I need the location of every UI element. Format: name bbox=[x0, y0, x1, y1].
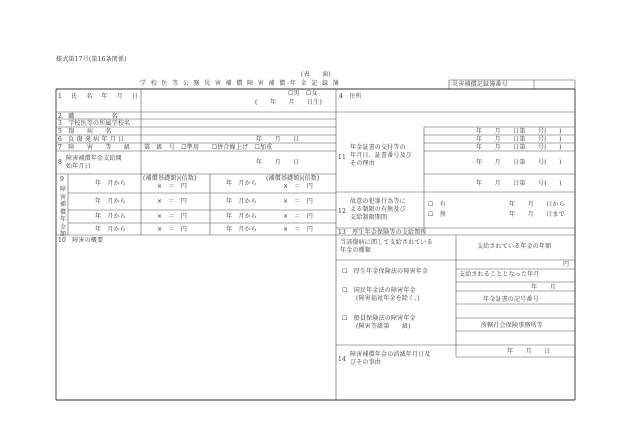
pension-termination-label-a: 障害補償年金の消滅年月日及 bbox=[350, 351, 431, 358]
record-number-label: 災害補償記録簿番号 bbox=[452, 81, 508, 88]
social-insurance-office-header: 所轄社会保険事務所等 bbox=[481, 322, 544, 329]
certificate-entry-1[interactable]: 年 月 日第 号( ) bbox=[476, 128, 562, 135]
pension-start-label: 障害補償年金支給開 bbox=[66, 155, 122, 162]
certificate-label-b: 年月日、証書番号及び bbox=[350, 152, 413, 159]
pension-from-2b[interactable]: 年 月から bbox=[226, 198, 258, 205]
pension-formula-1b[interactable]: × ＝ 円 bbox=[283, 183, 314, 190]
restriction-label-a: 故意の犯罪行為等に bbox=[350, 198, 406, 205]
national-pension-option[interactable]: ☐ 国民年金法の障害年金 bbox=[342, 287, 416, 294]
record-number-field[interactable] bbox=[535, 80, 574, 89]
certificate-label-c: その理由 bbox=[350, 160, 375, 167]
certificate-entry-2[interactable]: 年 月 日第 号( ) bbox=[476, 136, 562, 143]
pension-termination-date[interactable]: 年 月 日 bbox=[507, 348, 551, 355]
pension-from-2a[interactable]: 年 月から bbox=[95, 198, 127, 205]
base-header-1: (補償基礎額)(倍数) bbox=[143, 175, 197, 182]
row-11-number: 11 bbox=[338, 154, 347, 161]
name-dob-label: 1 氏 名 年 月 日 bbox=[58, 93, 140, 100]
pension-formula-2a[interactable]: × ＝ 円 bbox=[157, 198, 188, 205]
certificate-entry-5[interactable]: 年 月 日第 号( ) bbox=[476, 180, 562, 187]
pension-formula-4a[interactable]: × ＝ 円 bbox=[157, 226, 188, 233]
seamen-insurance-option[interactable]: ☐ 船員保険法の障害年金 bbox=[342, 315, 416, 322]
pension-termination-label-b: びその事由 bbox=[350, 359, 382, 366]
pension-from-1a[interactable]: 年 月から bbox=[95, 180, 127, 187]
disability-grade-label: 7 障 害 等 級 bbox=[58, 144, 131, 151]
pension-formula-3a[interactable]: × ＝ 円 bbox=[157, 213, 188, 220]
row-9-number: 9 bbox=[60, 176, 65, 183]
injury-name-label: 5 傷 病 名 bbox=[58, 128, 112, 135]
injury-date-label: 6 負 傷 発 病 年 月 日 bbox=[58, 136, 125, 143]
pension-formula-3b[interactable]: × ＝ 円 bbox=[283, 213, 314, 220]
pension-from-4a[interactable]: 年 月から bbox=[95, 226, 127, 233]
pension-start-date-field[interactable]: 年 月 日 bbox=[256, 159, 300, 166]
address-label: 4 住所 bbox=[339, 93, 362, 100]
form-number: 様式第17号(第16条関係) bbox=[56, 56, 127, 63]
seamen-insurance-grade[interactable]: (障害等級第 級) bbox=[356, 323, 411, 330]
certificate-entry-4[interactable]: 年 月 日第 号( ) bbox=[476, 159, 562, 166]
welfare-pension-option[interactable]: ☐ 厚生年金保険法の障害年金 bbox=[342, 268, 429, 275]
disability-summary-label: 10 障害の概要 bbox=[58, 237, 104, 244]
restriction-from-date[interactable]: 年 月 日から bbox=[509, 201, 565, 208]
birth-date-field[interactable]: ( 年 月 日生) bbox=[255, 99, 323, 106]
pension-from-3b[interactable]: 年 月から bbox=[226, 213, 258, 220]
injury-date-field[interactable]: 年 月 日 bbox=[256, 136, 300, 143]
pension-type-header-a: 当該傷病に関して支給されている bbox=[340, 239, 434, 246]
restriction-label-b: よる制限の有無及び bbox=[350, 206, 406, 213]
row-14-number: 14 bbox=[338, 356, 347, 363]
pension-formula-2b[interactable]: × ＝ 円 bbox=[283, 198, 314, 205]
pension-from-1b[interactable]: 年 月から bbox=[226, 180, 258, 187]
pension-formula-4b[interactable]: × ＝ 円 bbox=[283, 226, 314, 233]
certificate-symbol-header: 年金証書の記号番号 bbox=[483, 296, 539, 303]
row-8-number: 8 bbox=[58, 159, 63, 166]
disability-grade-options[interactable]: 第 級 号 ☐準用 ☐併合繰上げ ☐加重 bbox=[144, 144, 273, 151]
restriction-label-c: 支給制限期間 bbox=[350, 214, 388, 221]
pension-from-3a[interactable]: 年 月から bbox=[95, 213, 127, 220]
annual-amount-yen[interactable]: 円 bbox=[563, 261, 570, 268]
restriction-no-checkbox[interactable]: ☐ 無 bbox=[428, 211, 446, 218]
pension-type-header-b: 年金の種類 bbox=[340, 247, 372, 254]
pension-start-label-2: 始年月日 bbox=[66, 163, 91, 170]
school-label: 3 学校医等の所属学校名 bbox=[58, 120, 131, 127]
pension-formula-1a[interactable]: × ＝ 円 bbox=[157, 183, 188, 190]
row-12-number: 12 bbox=[338, 208, 347, 215]
base-header-2: (補償基礎額)(倍数) bbox=[266, 175, 320, 182]
start-month-field[interactable]: 年 月 bbox=[531, 284, 556, 291]
annual-amount-header: 支給されている年金の年額 bbox=[477, 243, 552, 250]
pension-from-4b[interactable]: 年 月から bbox=[226, 226, 258, 233]
page-title: 学 校 医 等 公 務 災 害 補 償 障 害 補 償 年 金 記 録 簿 bbox=[140, 80, 341, 87]
certificate-label-a: 年金証書の交付等の bbox=[350, 144, 406, 151]
pension-relation-label: 13 厚生年金保険等の支給関係 bbox=[338, 229, 427, 236]
national-pension-note: (障害福祉年金を除く。) bbox=[356, 295, 420, 302]
pension-amount-side-label: 障害補償年金額 bbox=[60, 186, 67, 238]
start-month-header: 支給されることとなった年月 bbox=[459, 271, 540, 278]
gender-checkboxes[interactable]: ☐男 ☐女 bbox=[288, 90, 318, 97]
certificate-entry-3[interactable]: 年 月 日第 号( ) bbox=[476, 144, 562, 151]
disability-summary-field[interactable] bbox=[57, 246, 335, 399]
restriction-yes-checkbox[interactable]: ☐ 有 bbox=[428, 201, 446, 208]
restriction-to-date[interactable]: 年 月 日まで bbox=[509, 211, 565, 218]
job-title-label: 2 職 名 bbox=[58, 113, 118, 120]
side-label: (表 面) bbox=[301, 71, 331, 78]
